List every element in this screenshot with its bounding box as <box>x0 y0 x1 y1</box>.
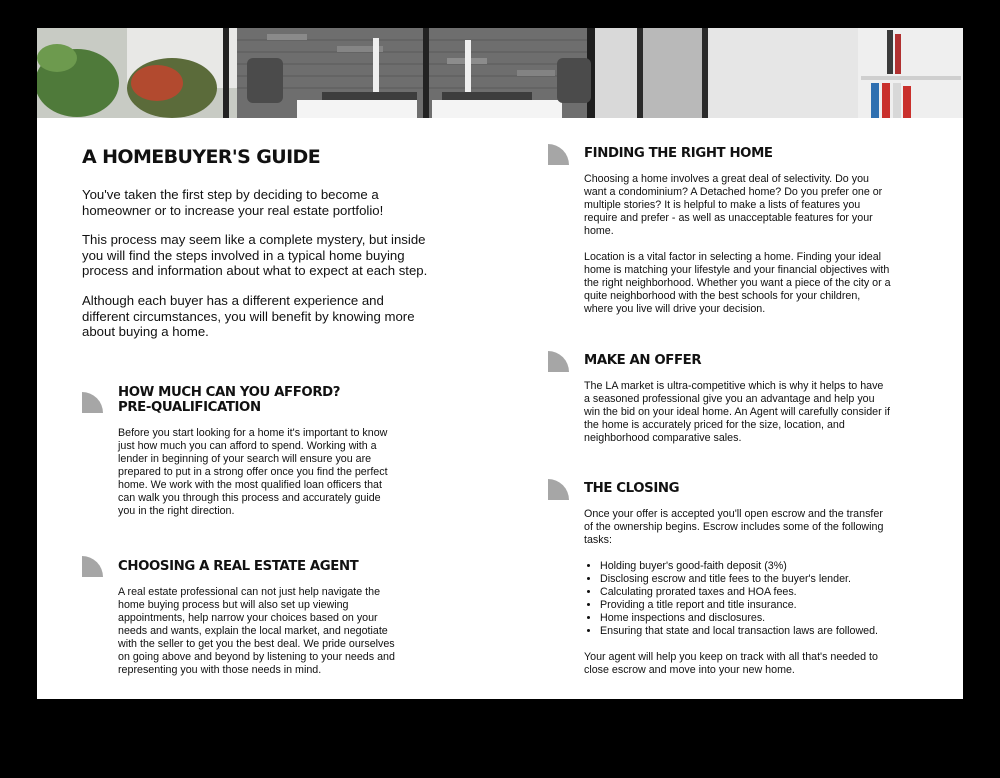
list-item: • Calculating prorated taxes and HOA fees. <box>600 586 892 599</box>
intro-text <box>82 187 432 354</box>
intro-paragraph: You've taken the first step by deciding to become a homeowner or to increase your real estate portfolio! <box>82 187 384 218</box>
escrow-task-list <box>584 560 892 638</box>
guide-page <box>37 28 963 699</box>
intro-paragraph: This process may seem like a complete mystery, but inside you will find the steps involved in a typical home buying process and information about what to expect at each step. <box>82 232 428 279</box>
section-heading-line: HOW MUCH CAN YOU AFFORD? <box>118 385 341 400</box>
section-heading: CHOOSING A REAL ESTATE AGENT <box>118 559 359 574</box>
office-banner-image <box>37 28 963 118</box>
list-item: • Providing a title report and title insurance. <box>600 599 892 612</box>
section-heading: MAKE AN OFFER <box>584 353 702 368</box>
section-body: Your agent will help you keep on track with all that's needed to close escrow and move into your new home. <box>584 651 878 676</box>
quarter-circle-marker-icon <box>548 351 569 372</box>
page-title: A HOMEBUYER'S GUIDE <box>82 146 321 168</box>
section-body: Choosing a home involves a great deal of selectivity. Do you want a condominium? A Detached home? Do you prefer one or multiple stories? It is helpful to make a lists of features you require and prefer - as well as unacceptable features for your home. <box>584 173 883 237</box>
section-heading-line: PRE-QUALIFICATION <box>118 400 261 415</box>
list-item: • Disclosing escrow and title fees to the buyer's lender. <box>600 573 892 586</box>
section-body: Location is a vital factor in selecting a home. Finding your ideal home is matching your lifestyle and your financial objectives with the right neighborhood. Whether you want a piece of the city or a quite neighborhood with the best schools for your children, where you live will drive your decision. <box>584 251 891 315</box>
section-body: A real estate professional can not just help navigate the home buying process but will also set up viewing appointments, help narrow your choices based on your needs and wants, explain the local market, and negotiate with the seller to get you the best deal. We pride ourselves on going above and beyond by listening to your needs and representing you with those needs in mind. <box>118 586 395 676</box>
section-heading: FINDING THE RIGHT HOME <box>584 146 773 161</box>
quarter-circle-marker-icon <box>548 144 569 165</box>
intro-paragraph: Although each buyer has a different experience and different circumstances, you will benefit by knowing more about buying a home. <box>82 292 415 340</box>
section-heading <box>118 385 418 415</box>
quarter-circle-marker-icon <box>548 479 569 500</box>
quarter-circle-marker-icon <box>82 556 103 577</box>
section-body: Before you start looking for a home it's important to know just how much you can afford to spend. Working with a lender in beginning of your search will ensure you are prepared to put in a strong offer once you find the perfect home. We work with the most qualified loan officers that can walk you through this process and accurately guide you in the right direction. <box>118 427 388 517</box>
section-heading: THE CLOSING <box>584 481 680 496</box>
list-item: • Ensuring that state and local transaction laws are followed. <box>600 625 892 638</box>
list-item: • Holding buyer's good-faith deposit (3%) <box>600 560 892 573</box>
section-body: The LA market is ultra-competitive which is why it helps to have a seasoned professional give you an advantage and help you win the bid on your ideal home. An Agent will carefully consider if the home is accurately priced for the size, location, and neighborhood comparative sales. <box>584 380 890 444</box>
list-item: • Home inspections and disclosures. <box>600 612 892 625</box>
section-body: Once your offer is accepted you'll open escrow and the transfer of the ownership begins. Escrow includes some of the following tasks: <box>584 508 884 546</box>
quarter-circle-marker-icon <box>82 392 103 413</box>
